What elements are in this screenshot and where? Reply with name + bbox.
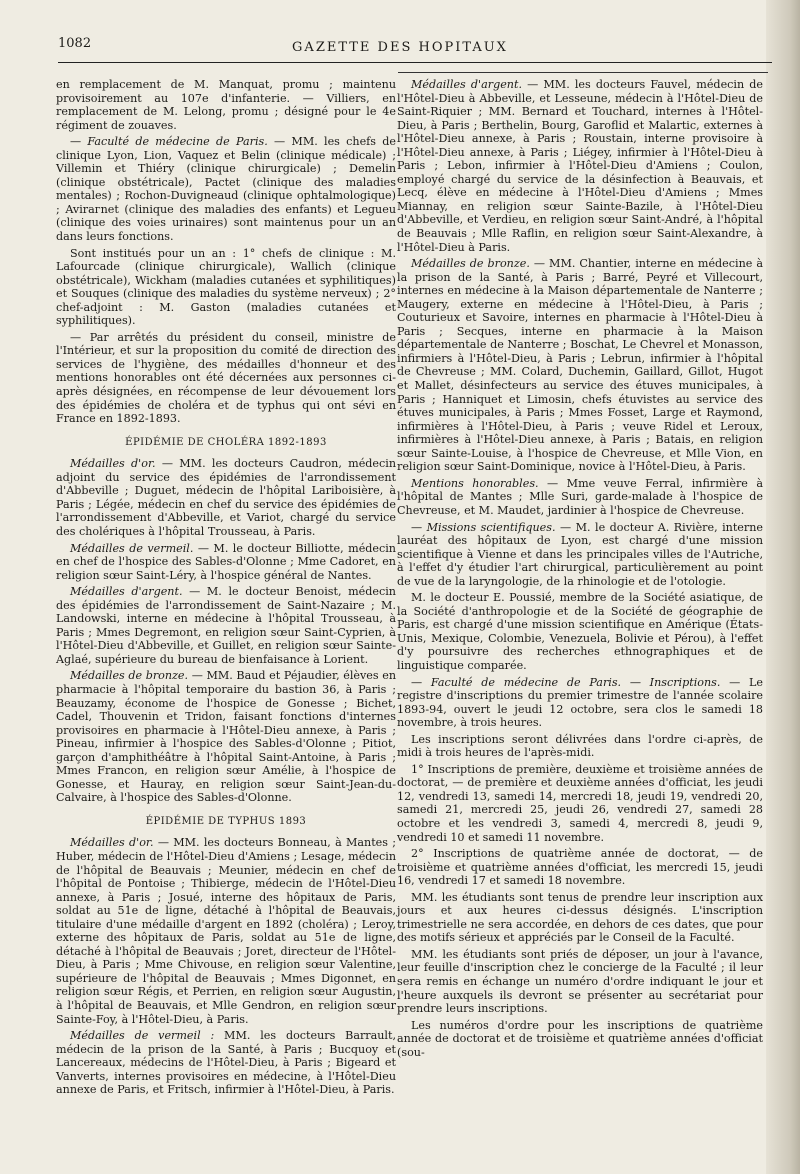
right-column <box>397 78 763 1062</box>
paragraph-lead: Médailles de bronze. <box>411 257 530 271</box>
paragraph-lead: Médailles de vermeil : <box>70 1029 215 1043</box>
paragraph-lead: Médailles d'or. <box>70 457 156 471</box>
paragraph-body: — MM. Chantier, interne en médecine à la prison de la Santé, à Paris ; Barré, Peyré et Villecourt, internes en médecine à la Maison départementale de Nanterre ; Maugery, externe en médecine à l'Hôtel-Dieu, à Paris ; Couturieux et Savoire, internes en pharmacie à l'Hôtel-Dieu à Paris ; Secques, interne en pharmacie à la Maison départementale de Nanterre ; Boschat, Le Chevrel et Monasson, infirmiers à l'Hôtel-Dieu, à Paris ; Lebrun, infirmier à l'hôpital de Chevreuse ; MM. Colard, Duchemin, Gaillard, Gillot, Hugot et Mallet, désinfecteurs au service des étuves municipales, à Paris ; Hanniquet et Limosin, chefs étuvistes au service des étuves municipales, à Paris ; Mmes Fosset, Large et Raymond, infirmières à l'Hôtel-Dieu, à Paris ; veuve Ridel et Leroux, infirmières à l'Hôtel-Dieu annexe, à Paris ; Batais, en religion sœur Sainte-Louise, à l'hospice de Chevreuse, et Mlle Vion, en religion sœur Saint-Dominique, novice à l'Hôtel-Dieu, à Paris. <box>397 257 763 474</box>
paragraph: Sont institués pour un an : 1° chefs de clinique : M. Lafourcade (clinique chirurgicale), Wallich (clinique obstétricale), Wickham (maladies cutanées et syphilitiques) et Souques (clinique des maladies du système nerveux) ; 2° chef-adjoint : M. Gaston (maladies cutanées et syphilitiques). <box>56 246 396 328</box>
paragraph: 1° Inscriptions de première, deuxième et troisième années de doctorat, — de première et deuxième années d'officiat, les jeudi 12, vendredi 13, samedi 14, mercredi 18, jeudi 19, vendredi 20, samedi 21, mercredi 25, jeudi 26, vendredi 27, samedi 28 octobre et les vendredi 3, samedi 4, mercredi 8, jeudi 9, vendredi 10 et samedi 11 novembre. <box>397 762 763 844</box>
paragraph-lead: Médailles d'or. <box>70 836 154 850</box>
paragraph <box>56 542 396 583</box>
column-top-rule <box>398 72 768 73</box>
paragraph-lead: Médailles de bronze. <box>70 669 189 683</box>
page-header <box>0 28 800 58</box>
paragraph <box>397 257 763 474</box>
paragraph-body: — MM. Baud et Péjaudier, élèves en pharmacie à l'hôpital temporaire du bastion 36, à Paris ; Beauzamy, économe de l'hospice de Gonesse ; Bichet, Cadel, Thouvenin et Tridon, faisant fonctions d'internes provisoires en pharmacie à l'Hôtel-Dieu annexe, à Paris ; Pineau, infirmier à l'hospice des Sables-d'Olonne ; Pitiot, garçon d'amphithéâtre à l'hôpital Saint-Antoine, à Paris ; Mmes Francon, en religion sœur Amélie, à l'hospice de Gonesse, et Hauray, en religion sœur Saint-Jean-du-Calvaire, à l'hospice des Sables-d'Olonne. <box>56 669 396 805</box>
paragraph <box>397 521 763 589</box>
paragraph-body: — MM. les chefs de clinique Lyon, Lion, Vaquez et Belin (clinique médicale) ; Villemin et Thiéry (clinique chirurgicale) ; Demelin (clinique obstétricale), Pactet (clinique des maladies mentales) ; Rochon-Duvigneaud (clinique ophtalmologique) ; Avirагnet (clinique des maladies des enfants) et Legueu (clinique des voies urinaires) sont maintenus pour un an dans leurs fonctions. <box>56 135 396 244</box>
section-heading: ÉPIDÉMIE DE CHOLÉRA 1892-1893 <box>125 436 327 448</box>
paragraph <box>56 585 396 666</box>
paragraph-body: — Le registre d'inscriptions du premier trimestre de l'année scolaire 1893-94, ouvert le jeudi 12 octobre, sera clos le samedi 18 novembre, à trois heures. <box>397 675 763 730</box>
section-heading: ÉPIDÉMIE DE TYPHUS 1893 <box>145 815 307 827</box>
paragraph-lead: Médailles d'argent. <box>70 585 183 599</box>
paragraph-body: MM. les docteurs Barrault, médecin de la prison de la Santé, à Paris ; Bucquoy et Lancereaux, médecins de l'Hôtel-Dieu, à Paris ; Bigeard et Vanverts, internes provisoires en médecine, à l'Hôtel-Dieu annexe de Paris, et Fritsch, infirmier à l'Hôtel-Dieu, à Paris. <box>56 1029 397 1097</box>
paragraph-body: — Mme veuve Ferral, infirmière à l'hôpital de Mantes ; Mlle Suri, garde-malade à l'hospice de Chevreuse, et M. Maudet, jardinier à l'hospice de Chevreuse. <box>397 476 763 517</box>
paragraph-lead: — Missions scientifiques. <box>411 520 556 534</box>
paragraph-body: — M. le docteur Benoist, médecin des épidémies de l'arrondissement de Saint-Nazaire ; M. Landowski, interne en médecine à l'hôpital Trousseau, à Paris ; Mmes Degremont, en religion sœur Saint-Cyprien, à l'Hôtel-Dieu d'Abbeville, et Guillet, en religion sœur Sainte-Aglaé, supérieure du bureau de bienfaisance à Lorient. <box>56 585 396 666</box>
paragraph <box>397 78 763 254</box>
paragraph-lead: Mentions honorables. <box>411 476 539 490</box>
paragraph <box>56 836 396 1026</box>
running-title: GAZETTE DES HOPITAUX <box>292 40 508 55</box>
paragraph-lead: Médailles de vermeil. <box>70 541 194 555</box>
paragraph: 2° Inscriptions de quatrième année de doctorat, — de troisième et quatrième années d'officiat, les mercredi 15, jeudi 16, vendredi 17 et samedi 18 novembre. <box>397 847 763 888</box>
paragraph <box>56 1029 396 1097</box>
paragraph-body: — MM. les docteurs Fauvel, médecin de l'Hôtel-Dieu à Abbeville, et Lesseune, médecin à l'Hôtel-Dieu de Saint-Riquier ; MM. Bernard et Touchard, internes à l'Hôtel-Dieu, à Paris ; Berthelin, Bourg, Garoflid et Malartic, externes à l'Hôtel-Dieu annexe, à Paris ; Roustain, interne provisoire à l'Hôtel-Dieu annexe, à Paris ; Liégey, infirmier à l'Hôtel-Dieu à Paris ; Lebon, infirmier à l'Hôtel-Dieu d'Amiens ; Coulon, employé chargé du service de la désinfection à Beauvais, et Lecq, élève en médecine à l'Hôtel-Dieu d'Amiens ; Mmes Miannay, en religion sœur Sainte-Bazile, à l'Hôtel-Dieu d'Abbeville, et Verdieu, en religion sœur Saint-André, à l'hôpital de Beauvais ; Mlle Raflin, en religion sœur Saint-Alexandre, à l'Hôtel-Dieu à Paris. <box>397 78 763 254</box>
paragraph <box>397 676 763 730</box>
paragraph <box>397 477 763 518</box>
paragraph: M. le docteur E. Poussié, membre de la Société asiatique, de la Société d'anthropologie et de la Société de géographie de Paris, est chargé d'une mission scientifique en Amérique (États-Unis, Mexique, Colombie, Venezuela, Bolivie et Pérou), à l'effet d'y poursuivre des recherches ethnographiques et de linguistique comparée. <box>397 591 763 672</box>
page-edge-shadow <box>766 0 800 1174</box>
paragraph <box>56 135 396 243</box>
header-rule <box>58 62 772 63</box>
paragraph: MM. les étudiants sont priés de déposer, un jour à l'avance, leur feuille d'inscription chez le concierge de la Faculté ; il leur sera remis en échange un numéro d'ordre indiquant le jour et l'heure auxquels ils devront se présenter au secrétariat pour prendre leurs inscriptions. <box>397 947 763 1016</box>
left-column <box>56 78 396 1100</box>
paragraph: MM. les étudiants sont tenus de prendre leur inscription aux jours et aux heures ci-dessus désignés. L'inscription trimestrielle ne sera accordée, en dehors de ces dates, que pour des motifs sérieux et appréciés par le Conseil de la Faculté. <box>397 890 763 945</box>
paragraph: — Par arrêtés du président du conseil, ministre de l'Intérieur, et sur la proposition du comité de direction des services de l'hygiène, des médailles d'honneur et des mentions honorables ont été décernées aux personnes ci-après désignées, en récompense de leur dévouement lors des épidémies de choléra et de typhus qui ont sévi en France en 1892-1893. <box>56 330 396 426</box>
paragraph: Les inscriptions seront délivrées dans l'ordre ci-après, de midi à trois heures de l'après-midi. <box>397 732 763 760</box>
paragraph-lead: — Faculté de médecine de Paris. — Inscriptions. <box>411 675 721 689</box>
paragraph-body: — M. le docteur A. Rivière, interne lauréat des hôpitaux de Lyon, est chargé d'une mission scientifique à Vienne et dans les principales villes de l'Autriche, à l'effet d'y étudier l'art chirurgical, particulièrement au point de vue de la laryngologie, de la rhinologie et de l'otologie. <box>397 520 763 588</box>
paragraph-body: — MM. les docteurs Bonneau, à Mantes ; Huber, médecin de l'Hôtel-Dieu d'Amiens ; Lesage, médecin de l'hôpital de Beauvais ; Meunier, médecin en chef de l'hôpital de Pontoise ; Thibierge, médecin de l'Hôtel-Dieu annexe, à Paris ; Josué, interne des hôpitaux de Paris, soldat au 51e de ligne, détaché à l'hôpital de Beauvais, titulaire d'une médaille d'argent en 1892 (choléra) ; Leroy, externe des hôpitaux de Paris, soldat au 51e de ligne, détaché à l'hôpital de Beauvais ; Joret, directeur de l'Hôtel-Dieu, à Paris ; Mme Chivouse, en religion sœur Valentine, supérieure de l'hôpital de Beauvais ; Mmes Digonnet, en religion sœur Régis, et Perrien, en religion sœur Augustin, à l'hôpital de Beauvais, et Mlle Gendron, en religion sœur Sainte-Foy, à l'Hôtel-Dieu, à Paris. <box>56 836 396 1026</box>
paragraph <box>56 669 396 804</box>
paragraph-body: — MM. les docteurs Caudron, médecin adjoint du service des épidémies de l'arrondissement d'Abbeville ; Duguet, médecin de l'hôpital Lariboisière, à Paris ; Légée, médecin en chef du service des épidémies de l'arrondissement d'Abbeville, et Variot, chargé du service des cholériques à l'hôpital Trousseau, à Paris. <box>56 457 396 538</box>
paragraph: Les numéros d'ordre pour les inscriptions de quatrième année de doctorat et de troisième et quatrième années d'officiat (sou- <box>397 1018 763 1059</box>
paragraph-lead: Médailles d'argent. <box>411 78 522 91</box>
paragraph-body: — M. le docteur Billiotte, médecin en chef de l'hospice des Sables-d'Olonne ; Mme Cadoret, en religion sœur Saint-Léry, à l'hospice général de Nantes. <box>56 541 396 582</box>
paragraph <box>56 457 396 538</box>
paragraph: en remplacement de M. Manquat, promu ; maintenu provisoirement au 107e d'infanterie. — Villiers, en remplacement de M. Lelong, promu ; désigné pour le 4e régiment de zouaves. <box>56 78 396 132</box>
page-number: 1082 <box>58 36 92 51</box>
paragraph-lead: — Faculté de médecine de Paris. <box>70 135 268 149</box>
